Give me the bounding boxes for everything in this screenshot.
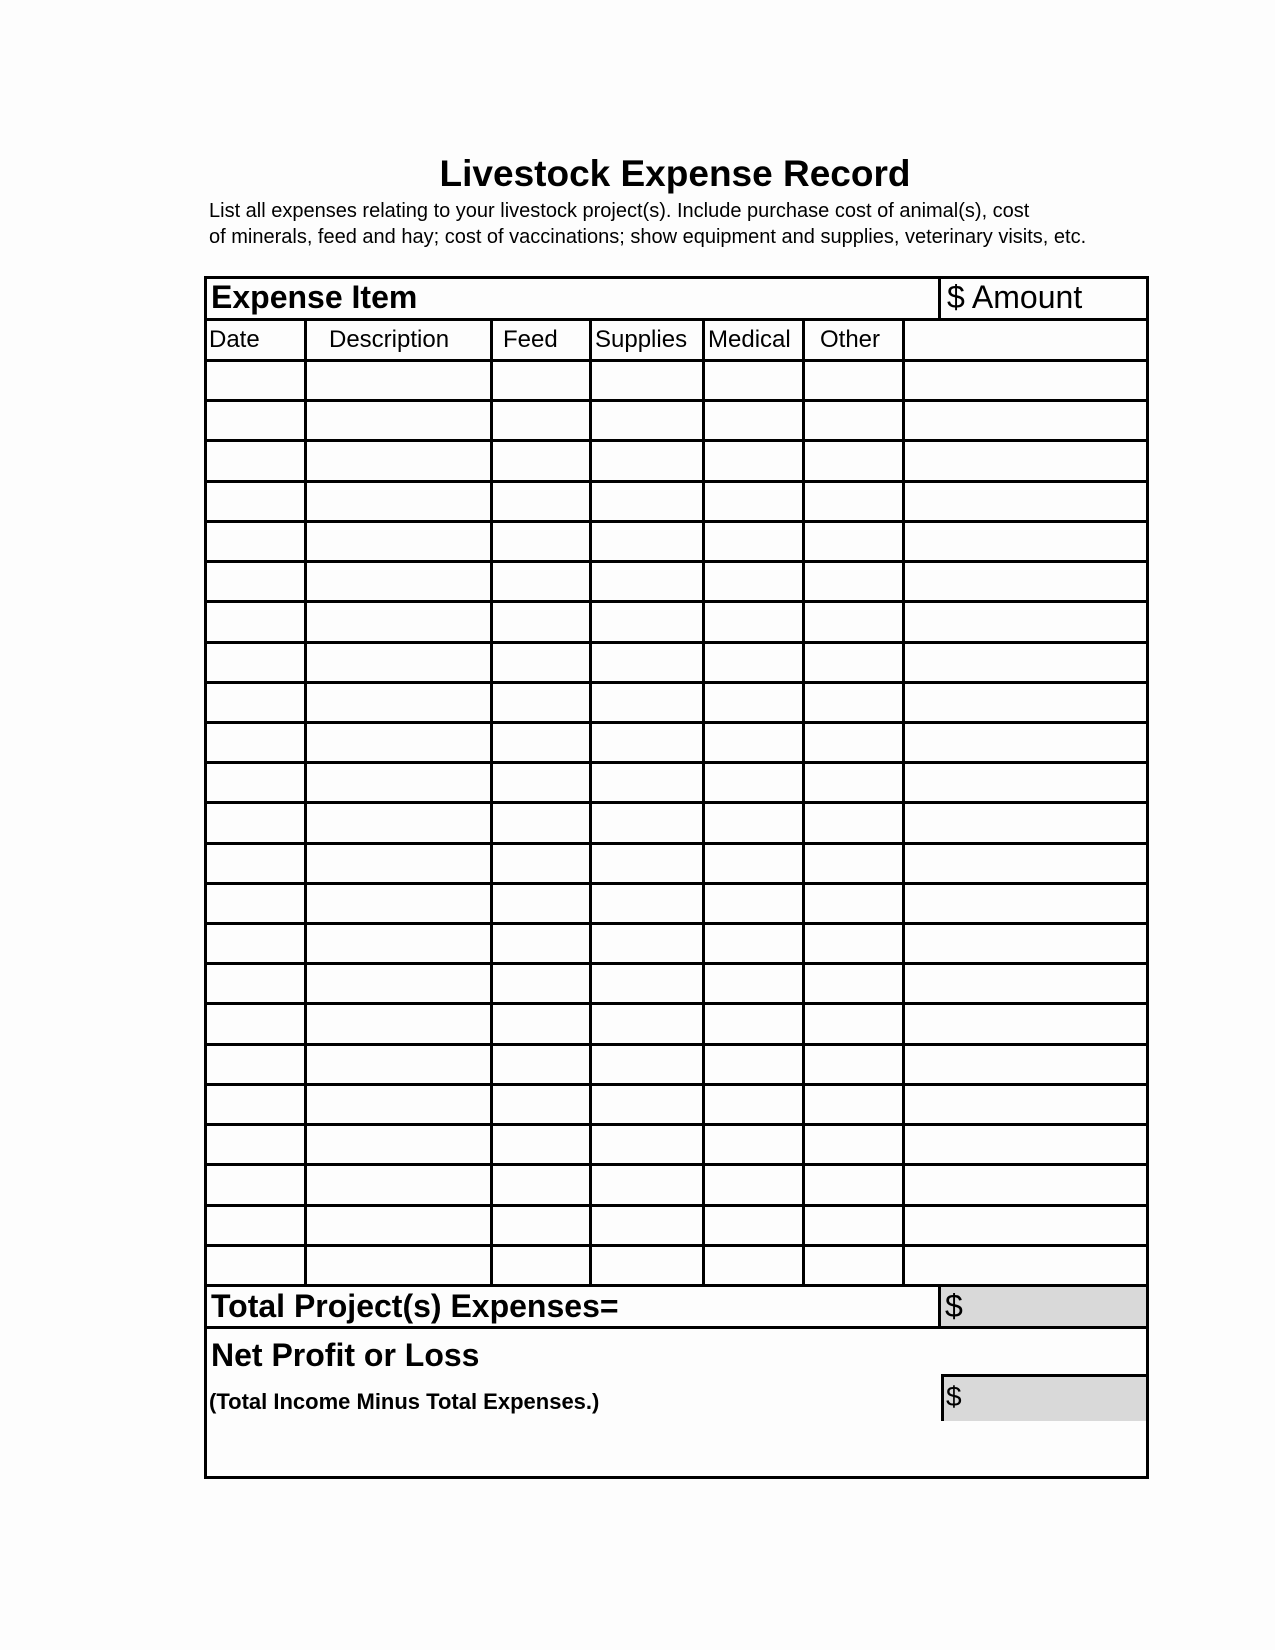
table-cell[interactable] bbox=[493, 563, 592, 600]
table-cell[interactable] bbox=[493, 644, 592, 681]
column-header-label: Medical bbox=[708, 326, 791, 353]
table-cell[interactable] bbox=[493, 845, 592, 882]
table-cell[interactable] bbox=[307, 483, 493, 520]
table-cell[interactable] bbox=[805, 885, 905, 922]
table-row bbox=[207, 563, 1146, 603]
table-cell[interactable] bbox=[705, 1207, 805, 1244]
table-cell[interactable] bbox=[493, 1046, 592, 1083]
table-cell[interactable] bbox=[307, 1046, 493, 1083]
table-cell[interactable] bbox=[805, 724, 905, 761]
table-cell[interactable] bbox=[493, 1207, 592, 1244]
table-cell[interactable] bbox=[805, 925, 905, 962]
column-header-6 bbox=[805, 321, 905, 359]
table-cell[interactable] bbox=[905, 1247, 1146, 1284]
column-header-1 bbox=[207, 321, 307, 359]
table-cell[interactable] bbox=[307, 925, 493, 962]
table-row bbox=[207, 1046, 1146, 1086]
table-cell[interactable] bbox=[592, 1126, 705, 1163]
table-cell[interactable] bbox=[905, 402, 1146, 439]
table-cell[interactable] bbox=[805, 402, 905, 439]
table-cell[interactable] bbox=[592, 442, 705, 479]
table-cell[interactable] bbox=[307, 442, 493, 479]
table-cell[interactable] bbox=[307, 362, 493, 399]
table-cell[interactable] bbox=[307, 764, 493, 801]
table-cell[interactable] bbox=[705, 1126, 805, 1163]
table-cell[interactable] bbox=[905, 925, 1146, 962]
table-cell[interactable] bbox=[705, 483, 805, 520]
table-cell[interactable] bbox=[905, 1086, 1146, 1123]
table-cell[interactable] bbox=[905, 1126, 1146, 1163]
table-cell[interactable] bbox=[805, 442, 905, 479]
column-header-label: Date bbox=[209, 326, 260, 353]
table-cell[interactable] bbox=[705, 1086, 805, 1123]
table-cell[interactable] bbox=[592, 523, 705, 560]
table-cell[interactable] bbox=[905, 563, 1146, 600]
table-cell[interactable] bbox=[207, 523, 307, 560]
table-cell[interactable] bbox=[805, 1126, 905, 1163]
table-cell[interactable] bbox=[207, 563, 307, 600]
table-cell[interactable] bbox=[592, 1166, 705, 1203]
table-cell[interactable] bbox=[207, 965, 307, 1002]
expense-item-header: Expense Item bbox=[211, 279, 418, 315]
total-expenses-label: Total Project(s) Expenses= bbox=[211, 1288, 619, 1324]
table-cell[interactable] bbox=[307, 1207, 493, 1244]
table-row bbox=[207, 362, 1146, 402]
table-cell[interactable] bbox=[307, 603, 493, 640]
net-profit-label: Net Profit or Loss bbox=[211, 1337, 480, 1373]
table-cell[interactable] bbox=[592, 402, 705, 439]
table-cell[interactable] bbox=[805, 684, 905, 721]
table-cell[interactable] bbox=[207, 724, 307, 761]
table-cell[interactable] bbox=[905, 965, 1146, 1002]
table-cell[interactable] bbox=[592, 845, 705, 882]
net-profit-sublabel: (Total Income Minus Total Expenses.) bbox=[209, 1389, 600, 1414]
table-cell[interactable] bbox=[307, 684, 493, 721]
table-header-row bbox=[207, 279, 1146, 321]
table-cell[interactable] bbox=[493, 724, 592, 761]
table-cell[interactable] bbox=[493, 402, 592, 439]
table-cell[interactable] bbox=[307, 1086, 493, 1123]
table-cell[interactable] bbox=[705, 603, 805, 640]
table-cell[interactable] bbox=[493, 523, 592, 560]
table-row bbox=[207, 402, 1146, 442]
table-cell[interactable] bbox=[493, 603, 592, 640]
table-cell[interactable] bbox=[493, 764, 592, 801]
table-cell[interactable] bbox=[307, 804, 493, 841]
column-header-5 bbox=[705, 321, 805, 359]
table-cell[interactable] bbox=[493, 1126, 592, 1163]
table-cell[interactable] bbox=[705, 442, 805, 479]
instructions-line-2: of minerals, feed and hay; cost of vaccinations; show equipment and supplies, veterinary visits, etc. bbox=[209, 226, 1087, 248]
table-row bbox=[207, 442, 1146, 482]
table-cell[interactable] bbox=[592, 1207, 705, 1244]
table-row bbox=[207, 845, 1146, 885]
table-cell[interactable] bbox=[905, 804, 1146, 841]
table-cell[interactable] bbox=[207, 603, 307, 640]
table-cell[interactable] bbox=[207, 442, 307, 479]
table-cell[interactable] bbox=[493, 684, 592, 721]
table-cell[interactable] bbox=[905, 1166, 1146, 1203]
table-cell[interactable] bbox=[207, 1247, 307, 1284]
table-cell[interactable] bbox=[705, 804, 805, 841]
table-cell[interactable] bbox=[307, 563, 493, 600]
table-cell[interactable] bbox=[805, 603, 905, 640]
instructions-line-1: List all expenses relating to your livestock project(s). Include purchase cost of animal(s), cost bbox=[209, 200, 1030, 222]
table-row bbox=[207, 1086, 1146, 1126]
net-profit-currency: $ bbox=[946, 1381, 962, 1412]
table-cell[interactable] bbox=[207, 684, 307, 721]
total-expenses-currency: $ bbox=[945, 1288, 963, 1324]
table-cell[interactable] bbox=[705, 925, 805, 962]
table-cell[interactable] bbox=[207, 1046, 307, 1083]
table-cell[interactable] bbox=[705, 1046, 805, 1083]
table-cell[interactable] bbox=[307, 1126, 493, 1163]
table-cell[interactable] bbox=[592, 362, 705, 399]
table-cell[interactable] bbox=[705, 1005, 805, 1042]
table-cell[interactable] bbox=[705, 563, 805, 600]
table-row bbox=[207, 724, 1146, 764]
table-cell[interactable] bbox=[805, 965, 905, 1002]
table-cell[interactable] bbox=[592, 1247, 705, 1284]
table-cell[interactable] bbox=[905, 442, 1146, 479]
table-cell[interactable] bbox=[905, 845, 1146, 882]
column-header-2 bbox=[307, 321, 493, 359]
table-cell[interactable] bbox=[307, 1247, 493, 1284]
table-cell[interactable] bbox=[805, 483, 905, 520]
table-cell[interactable] bbox=[307, 965, 493, 1002]
table-row bbox=[207, 804, 1146, 844]
table-cell[interactable] bbox=[805, 644, 905, 681]
table-cell[interactable] bbox=[207, 1166, 307, 1203]
expense-item-header-cell bbox=[207, 279, 941, 318]
table-cell[interactable] bbox=[307, 523, 493, 560]
table-row bbox=[207, 965, 1146, 1005]
table-cell[interactable] bbox=[805, 563, 905, 600]
table-cell[interactable] bbox=[207, 1086, 307, 1123]
table-cell[interactable] bbox=[207, 764, 307, 801]
table-cell[interactable] bbox=[207, 804, 307, 841]
table-cell[interactable] bbox=[905, 362, 1146, 399]
table-row bbox=[207, 523, 1146, 563]
table-cell[interactable] bbox=[207, 1126, 307, 1163]
table-cell[interactable] bbox=[592, 965, 705, 1002]
table-cell[interactable] bbox=[705, 402, 805, 439]
table-cell[interactable] bbox=[493, 362, 592, 399]
table-cell[interactable] bbox=[805, 804, 905, 841]
table-row bbox=[207, 644, 1146, 684]
table-cell[interactable] bbox=[705, 523, 805, 560]
column-header-label: Supplies bbox=[595, 326, 688, 353]
table-cell[interactable] bbox=[905, 885, 1146, 922]
table-cell[interactable] bbox=[493, 885, 592, 922]
table-cell[interactable] bbox=[493, 804, 592, 841]
table-cell[interactable] bbox=[307, 402, 493, 439]
table-cell[interactable] bbox=[493, 483, 592, 520]
table-cell[interactable] bbox=[705, 644, 805, 681]
table-cell[interactable] bbox=[705, 724, 805, 761]
table-cell[interactable] bbox=[592, 885, 705, 922]
table-cell[interactable] bbox=[805, 1005, 905, 1042]
table-cell[interactable] bbox=[592, 1086, 705, 1123]
table-row bbox=[207, 1126, 1146, 1166]
table-row bbox=[207, 483, 1146, 523]
table-cell[interactable] bbox=[905, 724, 1146, 761]
column-header-row bbox=[207, 321, 1146, 362]
table-cell[interactable] bbox=[592, 644, 705, 681]
table-cell[interactable] bbox=[207, 402, 307, 439]
table-row bbox=[207, 603, 1146, 643]
table-row bbox=[207, 925, 1146, 965]
table-cell[interactable] bbox=[705, 1247, 805, 1284]
table-cell[interactable] bbox=[592, 603, 705, 640]
table-cell[interactable] bbox=[705, 965, 805, 1002]
amount-header-cell bbox=[941, 279, 1146, 318]
table-cell[interactable] bbox=[592, 1005, 705, 1042]
table-cell[interactable] bbox=[207, 1005, 307, 1042]
page-title: Livestock Expense Record bbox=[439, 153, 911, 194]
total-expenses-amount-cell[interactable] bbox=[941, 1287, 1146, 1326]
table-cell[interactable] bbox=[805, 764, 905, 801]
column-header-label: Description bbox=[329, 326, 450, 353]
table-cell[interactable] bbox=[705, 885, 805, 922]
table-cell[interactable] bbox=[905, 644, 1146, 681]
net-profit-amount-cell[interactable] bbox=[941, 1374, 1146, 1421]
table-cell[interactable] bbox=[592, 925, 705, 962]
table-cell[interactable] bbox=[493, 1247, 592, 1284]
total-expenses-label-cell bbox=[207, 1287, 941, 1326]
table-cell[interactable] bbox=[705, 684, 805, 721]
amount-header: $ Amount bbox=[947, 279, 1083, 315]
table-cell[interactable] bbox=[307, 1005, 493, 1042]
instructions bbox=[209, 198, 1159, 250]
table-cell[interactable] bbox=[905, 684, 1146, 721]
column-header-label: Feed bbox=[503, 326, 558, 353]
table-cell[interactable] bbox=[493, 1086, 592, 1123]
table-cell[interactable] bbox=[307, 885, 493, 922]
table-cell[interactable] bbox=[307, 1166, 493, 1203]
column-header-4 bbox=[592, 321, 705, 359]
table-cell[interactable] bbox=[905, 1207, 1146, 1244]
table-cell[interactable] bbox=[905, 1046, 1146, 1083]
table-cell[interactable] bbox=[805, 362, 905, 399]
net-profit-section bbox=[207, 1329, 1146, 1476]
table-cell[interactable] bbox=[805, 1207, 905, 1244]
table-row bbox=[207, 684, 1146, 724]
table-cell[interactable] bbox=[905, 1005, 1146, 1042]
table-cell[interactable] bbox=[805, 1086, 905, 1123]
table-cell[interactable] bbox=[805, 1247, 905, 1284]
table-cell[interactable] bbox=[493, 1166, 592, 1203]
table-cell[interactable] bbox=[307, 724, 493, 761]
total-expenses-row bbox=[207, 1287, 1146, 1329]
table-cell[interactable] bbox=[805, 523, 905, 560]
table-cell[interactable] bbox=[207, 1207, 307, 1244]
table-cell[interactable] bbox=[705, 1166, 805, 1203]
table-cell[interactable] bbox=[207, 483, 307, 520]
column-header-label: Other bbox=[820, 326, 881, 353]
table-cell[interactable] bbox=[905, 603, 1146, 640]
table-cell[interactable] bbox=[207, 362, 307, 399]
table-row bbox=[207, 885, 1146, 925]
table-cell[interactable] bbox=[705, 362, 805, 399]
table-cell[interactable] bbox=[592, 483, 705, 520]
expense-table bbox=[204, 276, 1149, 1479]
table-cell[interactable] bbox=[805, 1046, 905, 1083]
table-cell[interactable] bbox=[705, 764, 805, 801]
table-cell[interactable] bbox=[207, 845, 307, 882]
table-cell[interactable] bbox=[307, 644, 493, 681]
table-cell[interactable] bbox=[592, 1046, 705, 1083]
table-cell[interactable] bbox=[805, 1166, 905, 1203]
table-row bbox=[207, 1166, 1146, 1206]
table-row bbox=[207, 764, 1146, 804]
table-cell[interactable] bbox=[207, 885, 307, 922]
table-cell[interactable] bbox=[207, 644, 307, 681]
column-header-3 bbox=[493, 321, 592, 359]
table-cell[interactable] bbox=[805, 845, 905, 882]
table-cell[interactable] bbox=[592, 563, 705, 600]
table-cell[interactable] bbox=[705, 845, 805, 882]
table-row bbox=[207, 1247, 1146, 1287]
table-row bbox=[207, 1005, 1146, 1045]
table-cell[interactable] bbox=[207, 925, 307, 962]
table-cell[interactable] bbox=[493, 925, 592, 962]
table-cell[interactable] bbox=[905, 764, 1146, 801]
table-cell[interactable] bbox=[592, 804, 705, 841]
table-cell[interactable] bbox=[592, 764, 705, 801]
table-cell[interactable] bbox=[905, 483, 1146, 520]
column-header-7 bbox=[905, 321, 1146, 359]
table-cell[interactable] bbox=[307, 845, 493, 882]
table-cell[interactable] bbox=[592, 724, 705, 761]
table-cell[interactable] bbox=[493, 1005, 592, 1042]
table-cell[interactable] bbox=[592, 684, 705, 721]
table-row bbox=[207, 1207, 1146, 1247]
table-cell[interactable] bbox=[905, 523, 1146, 560]
table-cell[interactable] bbox=[493, 442, 592, 479]
table-cell[interactable] bbox=[493, 965, 592, 1002]
